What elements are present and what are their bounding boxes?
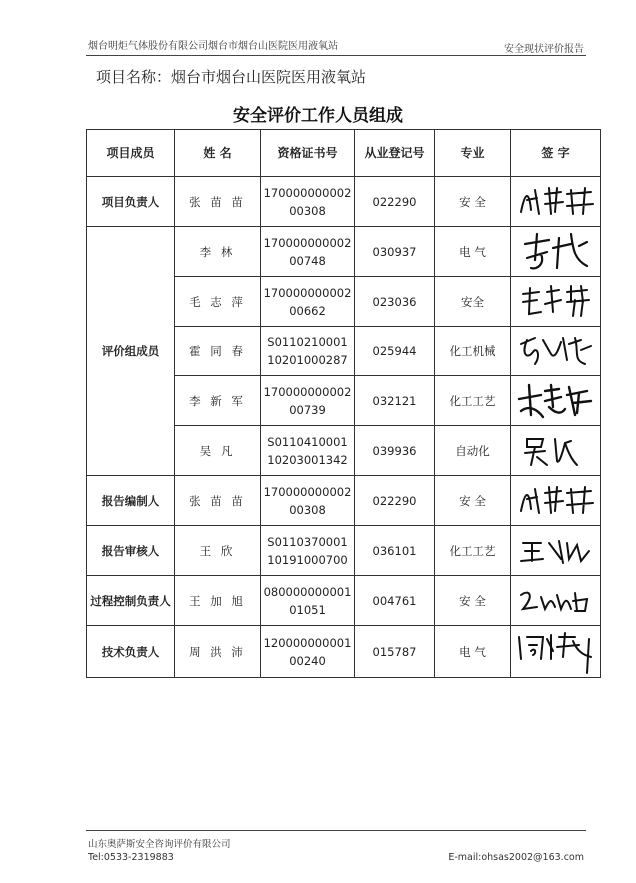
name-cell: 霍 同 春 [175, 327, 261, 376]
reg-cell: 022290 [355, 177, 435, 227]
name-cell: 李 新 军 [175, 376, 261, 426]
cert-cell [261, 327, 355, 376]
signature-image [515, 533, 597, 569]
table-row [87, 576, 601, 626]
cert-line: 080000000001 [263, 584, 352, 599]
reg-cell: 004761 [355, 576, 435, 626]
signature-image [515, 182, 597, 222]
cert-line: 170000000002 [263, 185, 352, 200]
cert-line: 00240 [289, 653, 326, 668]
reg-cell: 030937 [355, 227, 435, 277]
col-header-major: 专业 [435, 130, 511, 177]
col-header-name: 姓 名 [175, 130, 261, 177]
cert-line: 120000000001 [263, 635, 352, 650]
reg-cell: 039936 [355, 426, 435, 476]
name-cell: 毛 志 萍 [175, 277, 261, 327]
signature-image [513, 629, 599, 675]
header-report-type: 安全现状评价报告 [504, 44, 584, 55]
name-cell: 王 加 旭 [175, 576, 261, 626]
cert-line: 00308 [289, 203, 326, 218]
role-cell: 项目负责人 [87, 177, 175, 227]
reg-cell: 023036 [355, 277, 435, 327]
cert-cell [261, 476, 355, 526]
cert-line: 170000000002 [263, 384, 352, 399]
name-cell: 李 林 [175, 227, 261, 277]
table-row [87, 227, 601, 277]
signature-cell [511, 526, 601, 576]
cert-cell [261, 277, 355, 327]
col-header-reg: 从业登记号 [355, 130, 435, 177]
cert-line: 00748 [289, 253, 326, 268]
cert-line: 10203001342 [267, 452, 348, 467]
table-header-row [87, 130, 601, 177]
cert-line: 00308 [289, 502, 326, 517]
signature-image [515, 330, 597, 372]
signature-image [515, 481, 597, 521]
table-row [87, 476, 601, 526]
cert-line: 00739 [289, 402, 326, 417]
cert-cell [261, 376, 355, 426]
cert-line: 01051 [289, 602, 326, 617]
major-cell: 电 气 [435, 227, 511, 277]
footer-rule [86, 830, 586, 831]
signature-image [515, 583, 597, 619]
footer-tel: Tel:0533-2319883 [88, 852, 174, 863]
role-cell: 过程控制负责人 [87, 576, 175, 626]
reg-cell: 025944 [355, 327, 435, 376]
major-cell: 电 气 [435, 626, 511, 678]
major-cell: 安 全 [435, 576, 511, 626]
major-cell: 安 全 [435, 476, 511, 526]
col-header-role: 项目成员 [87, 130, 175, 177]
signature-image [515, 379, 597, 423]
signature-image [515, 230, 597, 274]
signature-cell [511, 227, 601, 277]
major-cell: 安全 [435, 277, 511, 327]
reg-cell: 015787 [355, 626, 435, 678]
signature-cell [511, 277, 601, 327]
reg-cell: 032121 [355, 376, 435, 426]
name-cell: 周 洪 沛 [175, 626, 261, 678]
page-title: 安全评价工作人员组成 [233, 106, 403, 126]
cert-line: S0110410001 [267, 434, 348, 449]
project-name: 项目名称：烟台市烟台山医院医用液氧站 [96, 68, 367, 86]
name-cell: 张 苗 苗 [175, 476, 261, 526]
signature-image [515, 431, 597, 471]
cert-line: 10191000700 [267, 552, 348, 567]
table-row [87, 177, 601, 227]
cert-cell [261, 576, 355, 626]
role-cell: 技术负责人 [87, 626, 175, 678]
name-cell: 张 苗 苗 [175, 177, 261, 227]
signature-cell [511, 426, 601, 476]
signature-cell [511, 576, 601, 626]
cert-line: 170000000002 [263, 285, 352, 300]
header-rule [86, 55, 586, 56]
signature-image [515, 282, 597, 322]
cert-cell [261, 526, 355, 576]
table-row [87, 626, 601, 678]
role-cell: 报告编制人 [87, 476, 175, 526]
cert-cell [261, 177, 355, 227]
name-cell: 王 欣 [175, 526, 261, 576]
major-cell: 化工机械 [435, 327, 511, 376]
cert-line: 170000000002 [263, 484, 352, 499]
cert-line: S0110370001 [267, 534, 348, 549]
signature-cell [511, 327, 601, 376]
cert-line: 10201000287 [267, 353, 348, 367]
role-cell: 报告审核人 [87, 526, 175, 576]
reg-cell: 036101 [355, 526, 435, 576]
cert-line: 170000000002 [263, 235, 352, 250]
cert-cell [261, 227, 355, 277]
signature-cell [511, 376, 601, 426]
role-cell: 评价组成员 [87, 227, 175, 476]
cert-line: S0110210001 [267, 335, 348, 349]
col-header-cert: 资格证书号 [261, 130, 355, 177]
staff-table [86, 129, 601, 678]
table-row [87, 526, 601, 576]
cert-cell [261, 626, 355, 678]
cert-cell [261, 426, 355, 476]
cert-line: 00662 [289, 303, 326, 318]
header-company: 烟台明炬气体股份有限公司烟台市烟台山医院医用液氧站 [88, 41, 338, 52]
major-cell: 化工工艺 [435, 526, 511, 576]
major-cell: 安 全 [435, 177, 511, 227]
signature-cell [511, 177, 601, 227]
signature-cell [511, 626, 601, 678]
reg-cell: 022290 [355, 476, 435, 526]
major-cell: 自动化 [435, 426, 511, 476]
col-header-signature: 签 字 [511, 130, 601, 177]
signature-cell [511, 476, 601, 526]
footer-email: E-mail:ohsas2002@163.com [448, 852, 584, 863]
name-cell: 吴 凡 [175, 426, 261, 476]
footer-company: 山东奥萨斯安全咨询评价有限公司 [88, 839, 231, 850]
major-cell: 化工工艺 [435, 376, 511, 426]
